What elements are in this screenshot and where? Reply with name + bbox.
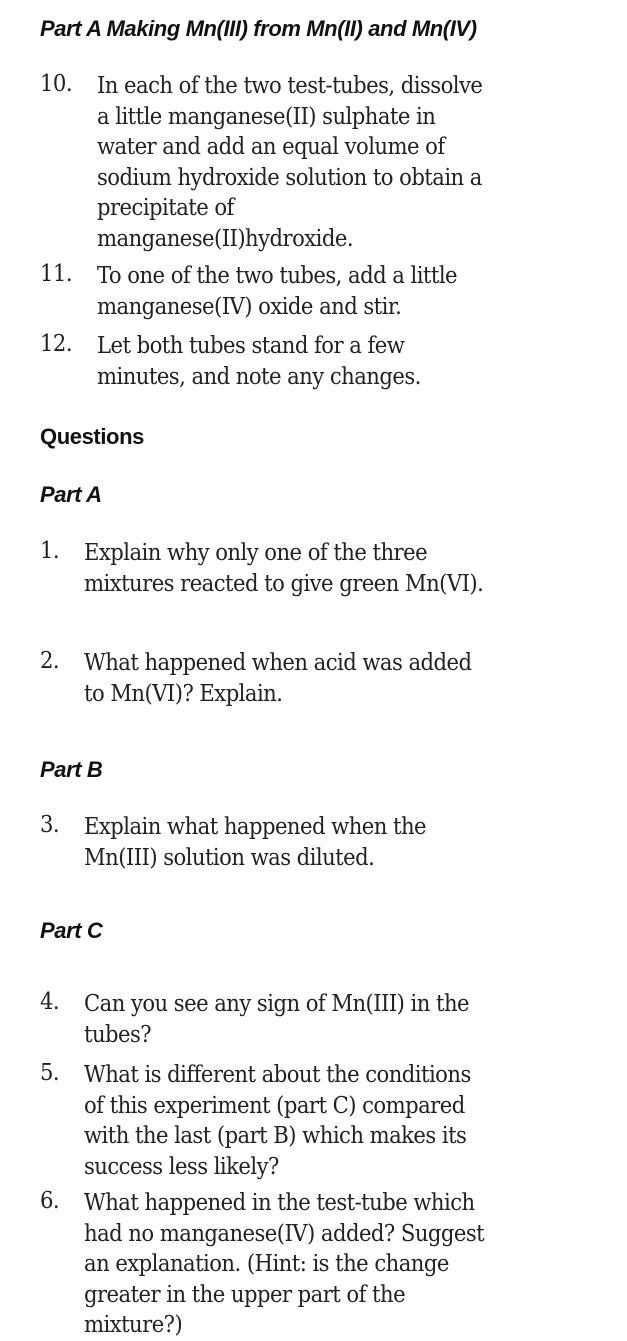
- step-line: Let both tubes stand for a few: [97, 333, 405, 359]
- part-a-heading: Part A Making Mn(III) from Mn(II) and Mn(IV): [40, 16, 477, 41]
- question-text: [84, 1060, 471, 1182]
- step-text: [97, 331, 421, 392]
- question-line: Can you see any sign of Mn(III) in the: [84, 991, 469, 1017]
- question-line: What happened when acid was added: [84, 650, 472, 676]
- question-text: [84, 648, 471, 709]
- step-line: sodium hydroxide solution to obtain a: [97, 164, 482, 191]
- question-text: [84, 538, 483, 599]
- question-line: mixtures reacted to give green Mn(VI).: [84, 570, 484, 597]
- question-line: with the last (part B) which makes its: [84, 1123, 467, 1149]
- question-number: 3.: [40, 812, 60, 838]
- question-line: mixture?): [84, 1312, 183, 1338]
- question-line: to Mn(VI)? Explain.: [84, 680, 283, 707]
- question-number: 5.: [40, 1060, 60, 1086]
- section-heading-part-c: Part C: [40, 918, 103, 943]
- question-line: greater in the upper part of the: [84, 1281, 406, 1308]
- question-line: Explain what happened when the: [84, 814, 427, 840]
- step-number: 10.: [40, 71, 72, 97]
- question-line: had no manganese(IV) added? Suggest: [84, 1220, 485, 1247]
- section-heading-part-b: Part B: [40, 757, 103, 782]
- question-text: [84, 989, 469, 1050]
- question-line: success less likely?: [84, 1153, 279, 1180]
- question-number: 1.: [40, 538, 60, 564]
- questions-heading: Questions: [40, 424, 144, 449]
- question-line: Mn(III) solution was diluted.: [84, 844, 375, 871]
- question-text: [84, 812, 426, 873]
- question-line: Explain why only one of the three: [84, 540, 428, 566]
- step-number: 11.: [40, 261, 72, 287]
- step-line: water and add an equal volume of: [97, 134, 445, 160]
- section-heading-part-a: Part A: [40, 482, 102, 507]
- question-text: [84, 1188, 484, 1341]
- question-number: 2.: [40, 648, 60, 674]
- question-number: 6.: [40, 1188, 60, 1214]
- question-number: 4.: [40, 989, 60, 1015]
- step-line: a little manganese(II) sulphate in: [97, 103, 436, 130]
- step-line: minutes, and note any changes.: [97, 363, 421, 390]
- question-line: tubes?: [84, 1021, 152, 1048]
- step-line: In each of the two test-tubes, dissolve: [97, 73, 483, 99]
- step-text: [97, 261, 457, 322]
- question-line: of this experiment (part C) compared: [84, 1092, 465, 1119]
- step-line: precipitate of: [97, 195, 234, 221]
- step-text: [97, 71, 482, 254]
- step-line: manganese(IV) oxide and stir.: [97, 293, 402, 320]
- step-line: To one of the two tubes, add a little: [97, 263, 458, 289]
- step-number: 12.: [40, 331, 72, 357]
- question-line: What happened in the test-tube which: [84, 1190, 475, 1216]
- step-line: manganese(II)hydroxide.: [97, 225, 354, 252]
- question-line: What is different about the conditions: [84, 1062, 471, 1088]
- question-line: an explanation. (Hint: is the change: [84, 1251, 449, 1277]
